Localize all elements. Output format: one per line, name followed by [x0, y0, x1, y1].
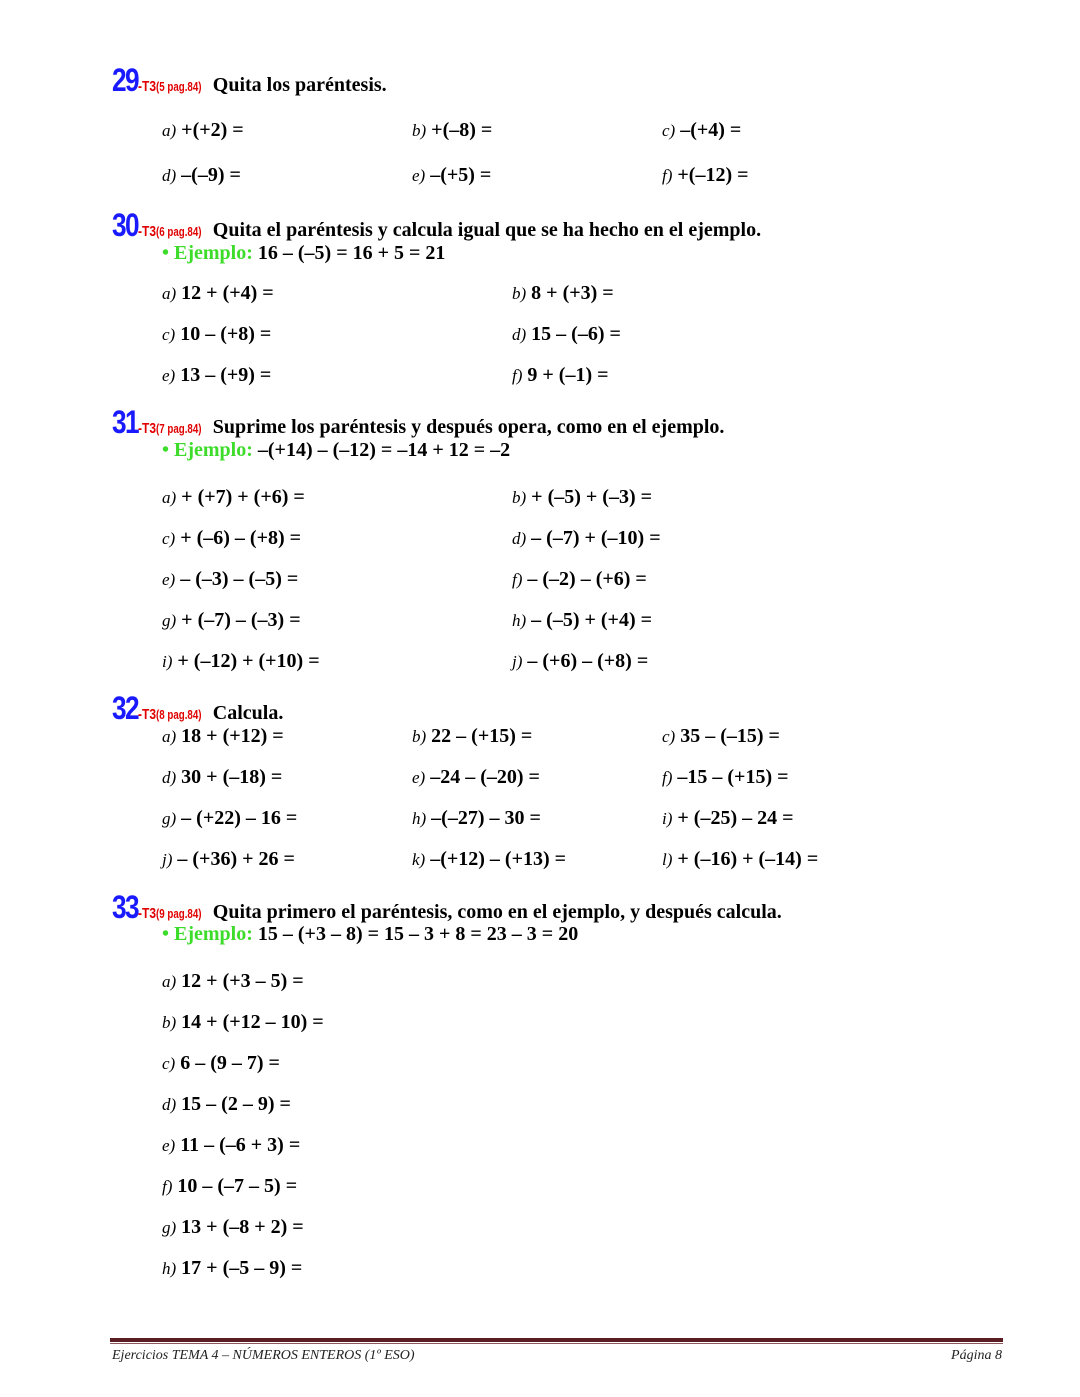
exercise-30-header [112, 207, 761, 244]
item-expression: + (–25) – 24 = [677, 807, 794, 829]
item-expression: 35 – (–15) = [680, 725, 780, 747]
item-letter: c) [662, 121, 676, 140]
item-expression: 10 – (+8) = [180, 323, 272, 345]
exercise-number: 29 [112, 62, 138, 98]
item-expression: +(–12) = [677, 164, 749, 186]
exercise-tag: -T3 [137, 420, 156, 437]
item-expression: –15 – (+15) = [677, 766, 789, 788]
footer-rule-thin [110, 1343, 1003, 1344]
item-letter: h) [412, 809, 427, 828]
exercise-reference: (6 pag.84) [156, 224, 202, 239]
item-expression: –(+12) – (+13) = [430, 848, 567, 870]
item-letter: b) [512, 488, 527, 507]
item-letter: a) [162, 488, 177, 507]
exercise-title: Calcula. [212, 702, 284, 724]
exercise-item [512, 650, 648, 673]
item-letter: a) [162, 727, 177, 746]
item-letter: i) [162, 652, 173, 671]
exercise-number: 33 [112, 889, 138, 925]
example-expression: 15 – (+3 – 8) = 15 – 3 + 8 = 23 – 3 = 20 [257, 923, 579, 945]
item-expression: 13 – (+9) = [180, 364, 272, 386]
item-letter: f) [512, 366, 523, 385]
footer-title: Ejercicios TEMA 4 – NÚMEROS ENTEROS (1º ESO) [112, 1348, 415, 1363]
item-expression: – (+6) – (+8) = [527, 650, 649, 672]
exercise-reference: (9 pag.84) [156, 906, 202, 921]
exercise-reference: (7 pag.84) [156, 421, 202, 436]
exercise-reference: (8 pag.84) [156, 707, 202, 722]
item-expression: 6 – (9 – 7) = [180, 1052, 280, 1074]
item-letter: c) [162, 325, 176, 344]
example-line [162, 923, 578, 946]
exercise-title: Suprime los paréntesis y después opera, como en el ejemplo. [212, 416, 725, 438]
item-letter: f) [662, 768, 673, 787]
exercise-tag: -T3 [137, 905, 156, 922]
exercise-31-header [112, 404, 724, 441]
exercise-32-header [112, 690, 283, 727]
exercise-29-header [112, 62, 387, 99]
item-expression: 17 + (–5 – 9) = [181, 1257, 303, 1279]
exercise-item [162, 848, 295, 871]
exercise-item [162, 1052, 280, 1075]
item-expression: –24 – (–20) = [430, 766, 540, 788]
item-letter: g) [162, 809, 177, 828]
item-letter: d) [162, 166, 177, 185]
item-expression: –(+4) = [680, 119, 742, 141]
item-letter: h) [512, 611, 527, 630]
item-letter: e) [162, 570, 176, 589]
exercise-item [162, 609, 301, 632]
exercise-number: 31 [112, 404, 138, 440]
item-letter: d) [162, 768, 177, 787]
item-letter: f) [512, 570, 523, 589]
footer-rule [110, 1338, 1003, 1342]
item-expression: 15 – (–6) = [531, 323, 621, 345]
item-expression: 10 – (–7 – 5) = [177, 1175, 298, 1197]
exercise-item [662, 807, 794, 830]
exercise-item [412, 807, 541, 830]
item-expression: + (–5) + (–3) = [531, 486, 653, 508]
item-expression: + (+7) + (+6) = [181, 486, 305, 508]
exercise-title: Quita los paréntesis. [212, 74, 387, 96]
exercise-item [162, 1134, 300, 1157]
item-expression: 15 – (2 – 9) = [181, 1093, 291, 1115]
item-expression: 30 + (–18) = [181, 766, 283, 788]
exercise-item [512, 609, 652, 632]
exercise-tag: -T3 [137, 78, 156, 95]
item-expression: + (–7) – (–3) = [181, 609, 301, 631]
exercise-item [162, 1011, 324, 1034]
item-letter: a) [162, 284, 177, 303]
item-expression: 9 + (–1) = [527, 364, 609, 386]
exercise-item [412, 725, 532, 748]
item-letter: a) [162, 121, 177, 140]
item-expression: 12 + (+3 – 5) = [181, 970, 304, 992]
exercise-item [162, 568, 298, 591]
exercise-item [412, 164, 491, 187]
item-letter: i) [662, 809, 673, 828]
example-line [162, 242, 445, 265]
example-line [162, 439, 510, 462]
exercise-item [662, 848, 818, 871]
exercise-item [512, 282, 614, 305]
item-letter: j) [512, 652, 523, 671]
item-expression: 18 + (+12) = [181, 725, 284, 747]
exercise-item [162, 1175, 297, 1198]
exercise-item [162, 650, 320, 673]
exercise-item [162, 1093, 291, 1116]
item-letter: e) [162, 1136, 176, 1155]
item-expression: +(+2) = [181, 119, 244, 141]
item-letter: g) [162, 1218, 177, 1237]
exercise-item [162, 1216, 304, 1239]
exercise-item [162, 164, 241, 187]
item-expression: – (+22) – 16 = [181, 807, 298, 829]
item-expression: – (+36) + 26 = [177, 848, 295, 870]
item-letter: c) [162, 1054, 176, 1073]
item-expression: –(–27) – 30 = [431, 807, 541, 829]
item-letter: c) [162, 529, 176, 548]
exercise-item [162, 364, 271, 387]
exercise-item [162, 766, 282, 789]
item-letter: b) [512, 284, 527, 303]
exercise-item [162, 119, 244, 142]
item-letter: a) [162, 972, 177, 991]
item-expression: – (–3) – (–5) = [180, 568, 299, 590]
exercise-item [662, 164, 749, 187]
exercise-item [412, 119, 492, 142]
exercise-item [162, 323, 271, 346]
item-letter: h) [162, 1259, 177, 1278]
example-expression: 16 – (–5) = 16 + 5 = 21 [257, 242, 446, 264]
item-expression: +(–8) = [431, 119, 493, 141]
item-letter: g) [162, 611, 177, 630]
exercise-item [412, 766, 540, 789]
exercise-item [162, 807, 297, 830]
exercise-item [512, 486, 652, 509]
example-label: • Ejemplo: [162, 923, 253, 945]
exercise-item [662, 119, 741, 142]
item-letter: e) [412, 768, 426, 787]
exercise-item [662, 766, 789, 789]
item-expression: + (–12) + (+10) = [177, 650, 320, 672]
item-letter: f) [162, 1177, 173, 1196]
item-expression: 22 – (+15) = [431, 725, 533, 747]
item-letter: d) [512, 529, 527, 548]
item-letter: l) [662, 850, 673, 869]
item-letter: f) [662, 166, 673, 185]
exercise-tag: -T3 [137, 223, 156, 240]
item-expression: –(–9) = [181, 164, 241, 186]
exercise-item [162, 1257, 302, 1280]
item-letter: b) [412, 121, 427, 140]
exercise-item [162, 527, 301, 550]
exercise-item [512, 568, 647, 591]
exercise-title: Quita primero el paréntesis, como en el ejemplo, y después calcula. [212, 901, 782, 923]
exercise-title: Quita el paréntesis y calcula igual que se ha hecho en el ejemplo. [212, 219, 762, 241]
item-letter: e) [162, 366, 176, 385]
example-label: • Ejemplo: [162, 439, 253, 461]
item-letter: j) [162, 850, 173, 869]
exercise-number: 32 [112, 690, 138, 726]
item-letter: k) [412, 850, 426, 869]
exercise-reference: (5 pag.84) [156, 79, 202, 94]
example-label: • Ejemplo: [162, 242, 253, 264]
exercise-item [512, 527, 661, 550]
exercise-item [162, 282, 274, 305]
exercise-33-header [112, 889, 782, 926]
exercise-tag: -T3 [137, 706, 156, 723]
item-expression: 11 – (–6 + 3) = [180, 1134, 301, 1156]
item-expression: + (–6) – (+8) = [180, 527, 302, 549]
item-letter: c) [662, 727, 676, 746]
item-letter: b) [412, 727, 427, 746]
item-expression: + (–16) + (–14) = [677, 848, 819, 870]
example-expression: –(+14) – (–12) = –14 + 12 = –2 [257, 439, 511, 461]
item-expression: 14 + (+12 – 10) = [181, 1011, 324, 1033]
item-expression: – (–2) – (+6) = [527, 568, 647, 590]
exercise-item [662, 725, 780, 748]
exercise-number: 30 [112, 207, 138, 243]
item-expression: –(+5) = [430, 164, 492, 186]
item-expression: 12 + (+4) = [181, 282, 274, 304]
item-letter: d) [512, 325, 527, 344]
page-number: Página 8 [951, 1348, 1002, 1363]
exercise-item [162, 725, 284, 748]
item-expression: 8 + (+3) = [531, 282, 614, 304]
item-expression: – (–5) + (+4) = [531, 609, 653, 631]
exercise-item [512, 364, 609, 387]
item-letter: e) [412, 166, 426, 185]
item-letter: b) [162, 1013, 177, 1032]
exercise-item [412, 848, 566, 871]
exercise-item [162, 970, 304, 993]
item-expression: 13 + (–8 + 2) = [181, 1216, 304, 1238]
exercise-item [162, 486, 305, 509]
item-letter: d) [162, 1095, 177, 1114]
item-expression: – (–7) + (–10) = [531, 527, 661, 549]
exercise-item [512, 323, 621, 346]
